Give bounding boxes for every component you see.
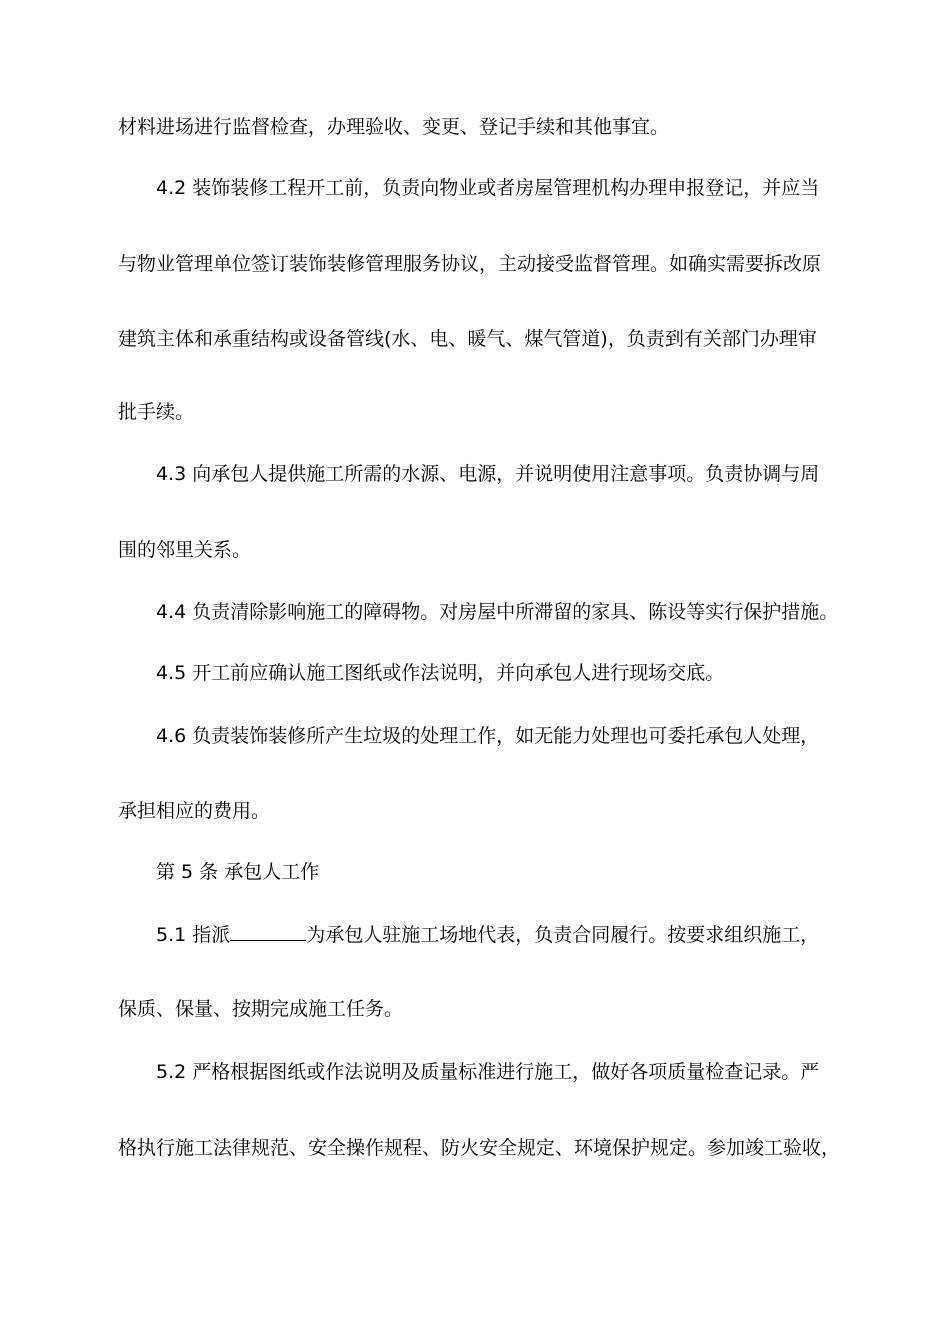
clause-4-6-line: 4.6 负责装饰装修所产生垃圾的处理工作，如无能力处理也可委托承包人处理， [156,725,820,747]
paragraph-line: 与物业管理单位签订装饰装修管理服务协议，主动接受监督管理。如确实需要拆改原 [118,253,822,275]
clause-5-1-suffix: 为承包人驻施工场地代表，负责合同履行。按要求组织施工， [306,924,820,946]
paragraph-line: 材料进场进行监督检查，办理验收、变更、登记手续和其他事宜。 [118,116,670,138]
section-heading: 第 5 条 承包人工作 [156,861,320,883]
clause-4-3-line: 4.3 向承包人提供施工所需的水源、电源，并说明使用注意事项。负责协调与周 [156,463,820,485]
clause-5-1-line [156,922,819,947]
paragraph-line: 承担相应的费用。 [118,800,271,822]
paragraph-line: 批手续。 [118,401,195,423]
paragraph-line: 格执行施工法律规范、安全操作规程、防火安全规定、环境保护规定。参加竣工验收， [118,1137,841,1159]
clause-4-2-line: 4.2 装饰装修工程开工前，负责向物业或者房屋管理机构办理申报登记，并应当 [156,177,820,199]
paragraph-line: 建筑主体和承重结构或设备管线(水、电、暖气、煤气管道)，负责到有关部门办理审 [118,328,817,350]
clause-4-4-line: 4.4 负责清除影响施工的障碍物。对房屋中所滞留的家具、陈设等实行保护措施。 [156,601,839,623]
clause-5-1-prefix: 5.1 指派 [156,924,231,946]
paragraph-line: 保质、保量、按期完成施工任务。 [118,998,404,1020]
clause-4-5-line: 4.5 开工前应确认施工图纸或作法说明，并向承包人进行现场交底。 [156,662,725,684]
paragraph-line: 围的邻里关系。 [118,539,252,561]
fill-in-blank [230,922,306,941]
clause-5-2-line: 5.2 严格根据图纸或作法说明及质量标准进行施工，做好各项质量检查记录。严 [156,1061,820,1083]
